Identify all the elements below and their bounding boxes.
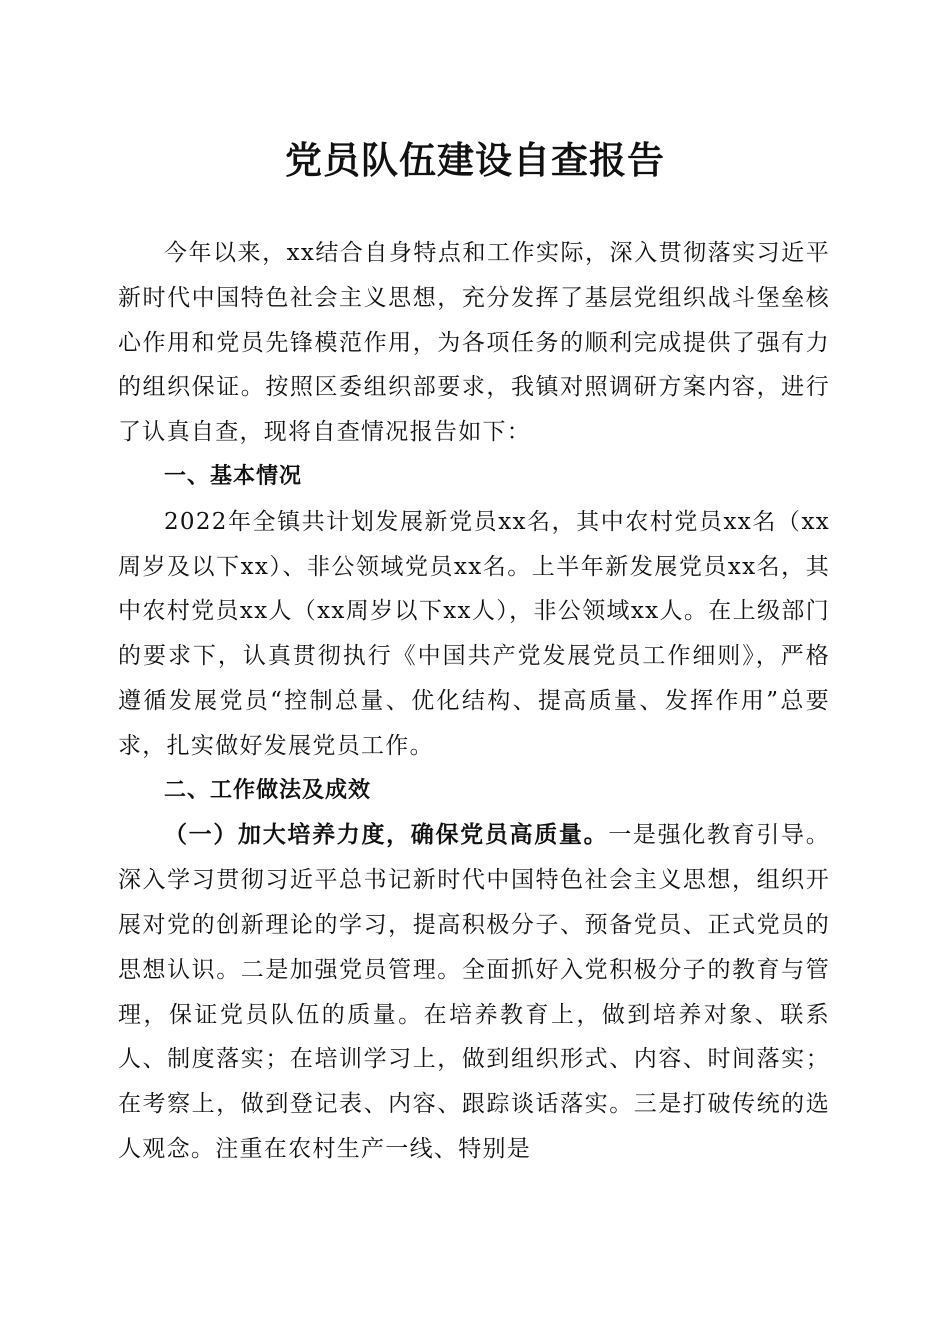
section-heading-basic-situation: 一、基本情况 (164, 463, 303, 489)
document-body (118, 231, 830, 1172)
section-heading-practices-results: 二、工作做法及成效 (164, 777, 372, 803)
subsection-1-paragraph (118, 813, 830, 1171)
subsection-1-lead: （一）加大培养力度，确保党员高质量。 (164, 821, 609, 849)
intro-paragraph: 今年以来，xx结合自身特点和工作实际，深入贯彻落实习近平新时代中国特色社会主义思想，充分发挥了基层党组织战斗堡垒核心作用和党员先锋模范作用，为各项任务的顺利完成提供了强有力的组织保证。按照区委组织部要求，我镇对照调研方案内容，进行了认真自查，现将自查情况报告如下： (118, 240, 830, 446)
document-title: 党员队伍建设自查报告 (285, 138, 665, 182)
basic-situation-paragraph: 2022年全镇共计划发展新党员xx名，其中农村党员xx名（xx周岁及以下xx）、非公领域党员xx名。上半年新发展党员xx名，其中农村党员xx人（xx周岁以下xx人），非公领域xx人。在上级部门的要求下，认真贯彻执行《中国共产党发展党员工作细则》，严格遵循发展党员“控制总量、优化结构、提高质量、发挥作用”总要求，扎实做好发展党员工作。 (118, 508, 830, 759)
subsection-1-text: 一是强化教育引导。深入学习贯彻习近平总书记新时代中国特色社会主义思想，组织开展对党的创新理论的学习，提高积极分子、预备党员、正式党员的思想认识。二是加强党员管理。全面抓好入党积极分子的教育与管理，保证党员队伍的质量。在培养教育上，做到培养对象、联系人、制度落实；在培训学习上，做到组织形式、内容、时间落实；在考察上，做到登记表、内容、跟踪谈话落实。三是打破传统的选人观念。注重在农村生产一线、特别是 (118, 822, 830, 1162)
